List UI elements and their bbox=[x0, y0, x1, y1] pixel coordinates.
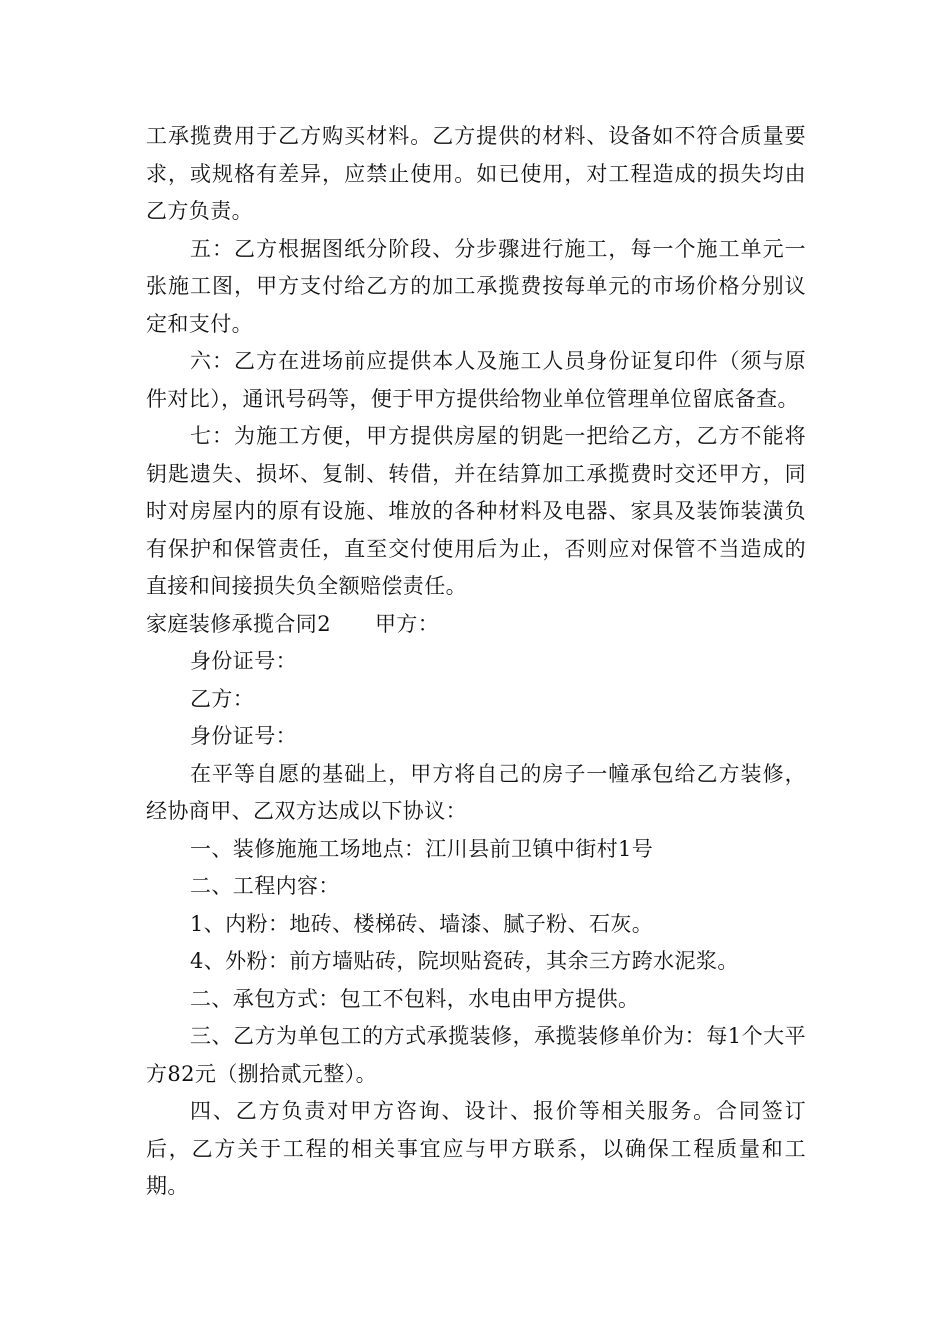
clause-exterior-plaster: 4、外粉：前方墙贴砖，院坝贴瓷砖，其余三方跨水泥浆。 bbox=[190, 949, 739, 973]
party-a-id-label: 身份证号： bbox=[190, 649, 297, 673]
clause-contract-method: 二、承包方式：包工不包料，水电由甲方提供。 bbox=[190, 986, 640, 1011]
clause-interior-plaster: 1、内粉：地砖、楼梯砖、墙漆、腻子粉、石灰。 bbox=[190, 911, 654, 936]
clause-site-location: 一、装修施施工场地点：江川县前卫镇中街村1号 bbox=[190, 836, 654, 861]
clause-work-content: 二、工程内容： bbox=[190, 874, 340, 898]
paragraph-clause-seven: 七：为施工方便，甲方提供房屋的钥匙一把给乙方，乙方不能将钥匙遗失、损坏、复制、转借，并在结算加工承揽费时交还甲方，同时对房屋内的原有设施、堆放的各种材料及电器、家具及装饰装潢负有保护和保管责任，直至交付使用后为止，否则应对保管不当造成的直接和间接损失负全额赔偿责任。 bbox=[146, 424, 806, 598]
document-body bbox=[146, 118, 806, 1206]
clause-preamble: 在平等自愿的基础上，甲方将自己的房子一幢承包给乙方装修，经协商甲、乙双方达成以下协议： bbox=[146, 761, 806, 823]
party-b-id-label: 身份证号： bbox=[190, 724, 297, 748]
paragraph-materials: 工承揽费用于乙方购买材料。乙方提供的材料、设备如不符合质量要求，或规格有差异，应禁止使用。如已使用，对工程造成的损失均由乙方负责。 bbox=[146, 124, 806, 223]
party-b-label: 乙方： bbox=[190, 686, 255, 711]
contract-heading-line bbox=[146, 606, 806, 644]
contract-title: 家庭装修承揽合同2 bbox=[146, 611, 331, 636]
clause-unit-price: 三、乙方为单包工的方式承揽装修，承揽装修单价为：每1个大平方82元（捌拾贰元整）。 bbox=[146, 1024, 806, 1086]
paragraph-clause-six: 六：乙方在进场前应提供本人及施工人员身份证复印件（须与原件对比），通讯号码等，便于甲方提供给物业单位管理单位留底备查。 bbox=[146, 349, 806, 411]
clause-services: 四、乙方负责对甲方咨询、设计、报价等相关服务。合同签订后，乙方关于工程的相关事宜应与甲方联系，以确保工程质量和工期。 bbox=[146, 1099, 806, 1198]
party-a-label: 甲方： bbox=[374, 611, 440, 636]
paragraph-clause-five: 五：乙方根据图纸分阶段、分步骤进行施工，每一个施工单元一张施工图，甲方支付给乙方的加工承揽费按每单元的市场价格分别议定和支付。 bbox=[146, 236, 806, 336]
